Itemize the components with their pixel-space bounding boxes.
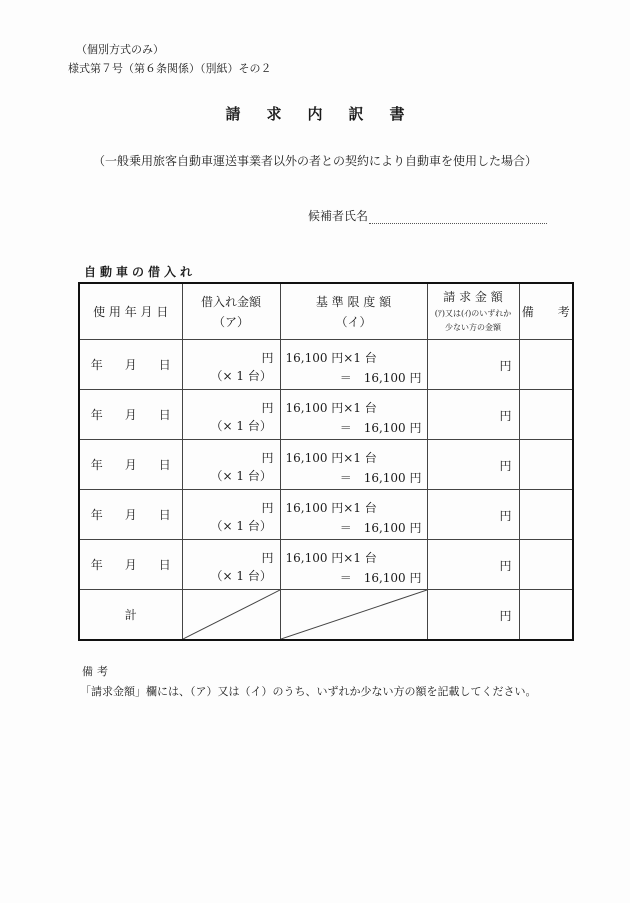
date-cell[interactable]: 年 月 日 (79, 440, 182, 490)
header-claim-amount: 請 求 金 額 (ｱ)又は(ｲ)のいずれか 少ない方の金額 (427, 283, 519, 340)
notes-body: 「請求金額」欄には、（ア）又は（イ）のうち、いずれか少ない方の額を記載してください。 (80, 685, 537, 698)
claim-amount-cell[interactable]: 円 (427, 340, 519, 390)
rent-amount-cell[interactable]: 円 （× 1 台） (182, 490, 280, 540)
standard-limit-cell: 16,100 円×1 台 ＝ 16,100 円 (280, 440, 427, 490)
table-row (79, 390, 573, 440)
form-note: （個別方式のみ） (76, 43, 164, 56)
rent-amount-cell[interactable]: 円 （× 1 台） (182, 440, 280, 490)
total-claim-amount-cell[interactable]: 円 (427, 590, 519, 641)
rent-amount-cell[interactable]: 円 （× 1 台） (182, 340, 280, 390)
standard-limit-cell: 16,100 円×1 台 ＝ 16,100 円 (280, 390, 427, 440)
table-header-row (79, 283, 573, 340)
remarks-cell[interactable] (519, 540, 573, 590)
rent-amount-cell[interactable]: 円 （× 1 台） (182, 390, 280, 440)
diagonal-strike-icon (183, 590, 280, 639)
total-rent-blank (182, 590, 280, 641)
total-row (79, 590, 573, 641)
header-remarks: 備 考 (519, 283, 573, 340)
table-row (79, 490, 573, 540)
table-row (79, 440, 573, 490)
candidate-name-label: 候補者氏名 (308, 209, 369, 223)
standard-limit-cell: 16,100 円×1 台 ＝ 16,100 円 (280, 340, 427, 390)
claim-amount-cell[interactable]: 円 (427, 390, 519, 440)
remarks-cell[interactable] (519, 440, 573, 490)
notes-heading: 備考 (82, 665, 112, 678)
header-standard-limit: 基 準 限 度 額 （イ） (280, 283, 427, 340)
remarks-cell[interactable] (519, 340, 573, 390)
title-char: 書 (389, 105, 405, 123)
header-rent-amount: 借入れ金額 （ア） (182, 283, 280, 340)
standard-limit-cell: 16,100 円×1 台 ＝ 16,100 円 (280, 540, 427, 590)
table-row (79, 340, 573, 390)
candidate-name-input-line[interactable] (369, 211, 547, 224)
date-cell[interactable]: 年 月 日 (79, 540, 182, 590)
claim-amount-cell[interactable]: 円 (427, 540, 519, 590)
claim-table (78, 282, 574, 641)
claim-amount-cell[interactable]: 円 (427, 490, 519, 540)
rent-amount-cell[interactable]: 円 （× 1 台） (182, 540, 280, 590)
remarks-cell[interactable] (519, 390, 573, 440)
section-title: 自動車の借入れ (84, 265, 197, 279)
title-char: 請 (225, 105, 241, 123)
header-date: 使 用 年 月 日 (79, 283, 182, 340)
standard-limit-cell: 16,100 円×1 台 ＝ 16,100 円 (280, 490, 427, 540)
remarks-cell[interactable] (519, 490, 573, 540)
total-remarks-cell[interactable] (519, 590, 573, 641)
diagonal-strike-icon (281, 590, 427, 639)
title-char: 訳 (348, 105, 364, 123)
subtitle: （一般乗用旅客自動車運送事業者以外の者との契約により自動車を使用した場合） (92, 154, 537, 168)
date-cell[interactable]: 年 月 日 (79, 490, 182, 540)
claim-amount-cell[interactable]: 円 (427, 440, 519, 490)
page-title (0, 103, 630, 124)
title-char: 求 (266, 105, 282, 123)
table-row (79, 540, 573, 590)
form-id: 様式第７号（第６条関係）（別紙）その２ (68, 62, 272, 75)
title-char: 内 (307, 105, 323, 123)
candidate-name-field[interactable] (308, 207, 547, 224)
date-cell[interactable]: 年 月 日 (79, 340, 182, 390)
date-cell[interactable]: 年 月 日 (79, 390, 182, 440)
total-standard-blank (280, 590, 427, 641)
total-label: 計 (79, 590, 182, 641)
